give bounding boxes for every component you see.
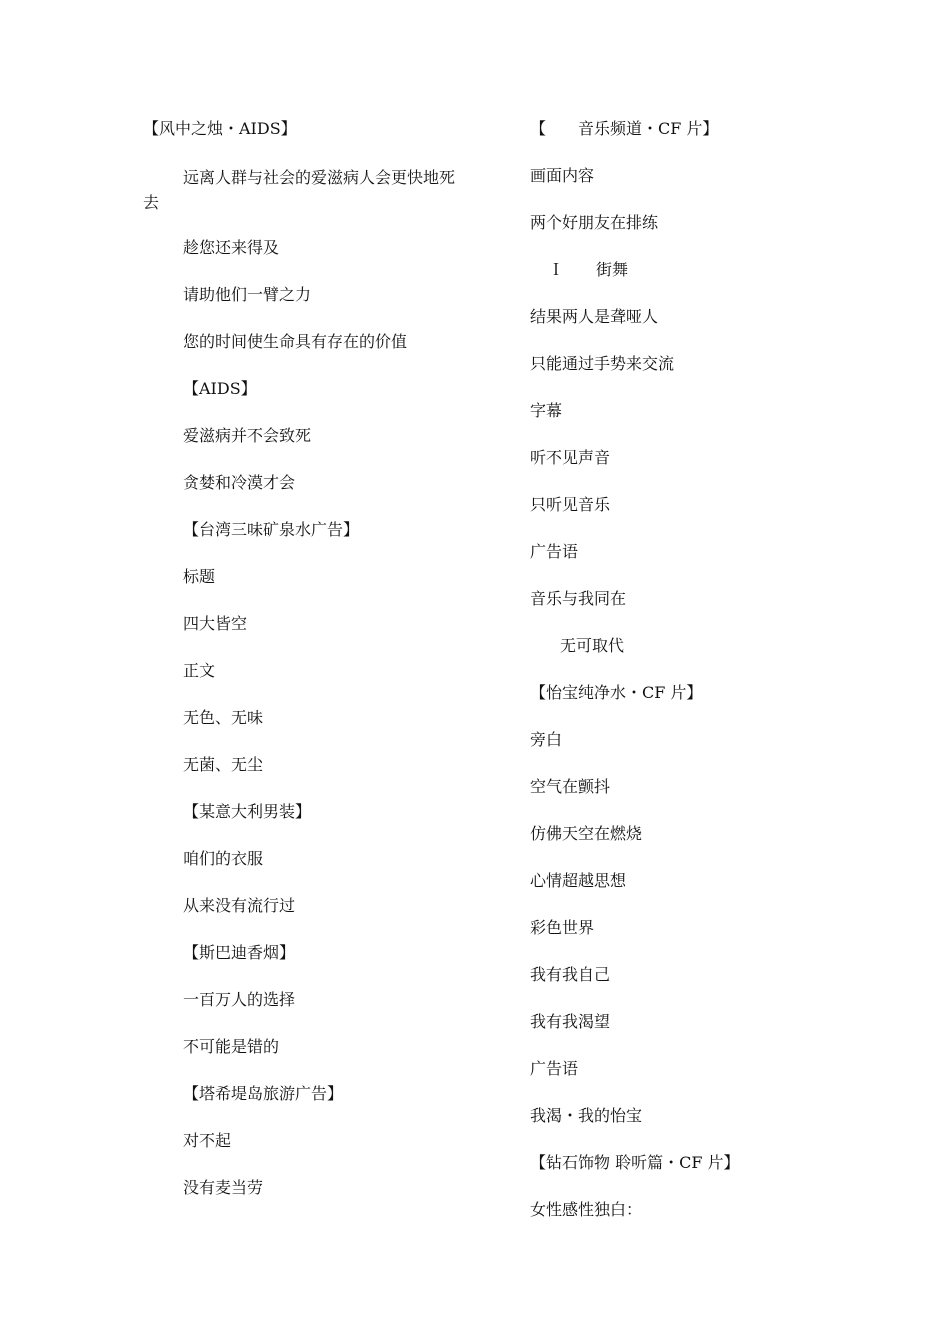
text-line: 只能通过手势来交流 [530,354,675,373]
text-line: 一百万人的选择 [183,990,296,1009]
text-line: Ｉ 街舞 [548,260,629,279]
text-line: 不可能是错的 [183,1037,280,1056]
text-line: 正文 [183,661,216,680]
text-line: 没有麦当劳 [183,1178,264,1197]
heading-aids-candle: 【风中之烛・AIDS】 [143,119,297,138]
text-line: 字幕 [530,401,563,420]
text-line: 贪婪和冷漠才会 [183,473,296,492]
heading-italian-menswear: 【某意大利男装】 [183,802,312,821]
text-line: 对不起 [183,1131,232,1150]
text-line: 趁您还来得及 [183,238,280,257]
text-line: 仿佛天空在燃烧 [530,824,643,843]
text-line: 远离人群与社会的爱滋病人会更快地死去 [143,168,456,212]
text-line: 我有我渴望 [530,1012,611,1031]
text-line: 我渴・我的怡宝 [530,1106,643,1125]
text-line: 空气在颤抖 [530,777,611,796]
left-column [143,118,463,1224]
heading-tahiti-travel: 【塔希堤岛旅游广告】 [183,1084,344,1103]
right-column [530,118,830,1246]
text-line: 只听见音乐 [530,495,611,514]
text-line: 广告语 [530,1059,579,1078]
text-line: 彩色世界 [530,918,595,937]
text-line: 您的时间使生命具有存在的价值 [183,332,408,351]
heading-aids: 【AIDS】 [183,379,257,398]
heading-diamond-jewelry: 【钻石饰物 聆听篇・CF 片】 [530,1153,740,1172]
text-line: 请助他们一臂之力 [183,285,312,304]
text-line: 心情超越思想 [530,871,627,890]
text-line: 旁白 [530,730,563,749]
text-line: 女性感性独白： [530,1200,643,1219]
text-line: 无色、无味 [183,708,264,727]
text-line: 音乐与我同在 [530,589,627,608]
text-line: 两个好朋友在排练 [530,213,659,232]
text-line: 我有我自己 [530,965,611,984]
text-line: 咱们的衣服 [183,849,264,868]
heading-music-channel: 【 音乐频道・CF 片】 [530,119,719,138]
text-line: 广告语 [530,542,579,561]
text-line: 无可取代 [560,636,625,655]
heading-cigarette: 【斯巴迪香烟】 [183,943,296,962]
text-line: 画面内容 [530,166,595,185]
text-line: 标题 [183,567,216,586]
text-line: 爱滋病并不会致死 [183,426,312,445]
text-line: 听不见声音 [530,448,611,467]
text-line: 无菌、无尘 [183,755,264,774]
text-line: 结果两人是聋哑人 [530,307,659,326]
heading-mineral-water: 【台湾三味矿泉水广告】 [183,520,360,539]
heading-yibao-water: 【怡宝纯净水・CF 片】 [530,683,703,702]
text-line: 四大皆空 [183,614,248,633]
text-line: 从来没有流行过 [183,896,296,915]
